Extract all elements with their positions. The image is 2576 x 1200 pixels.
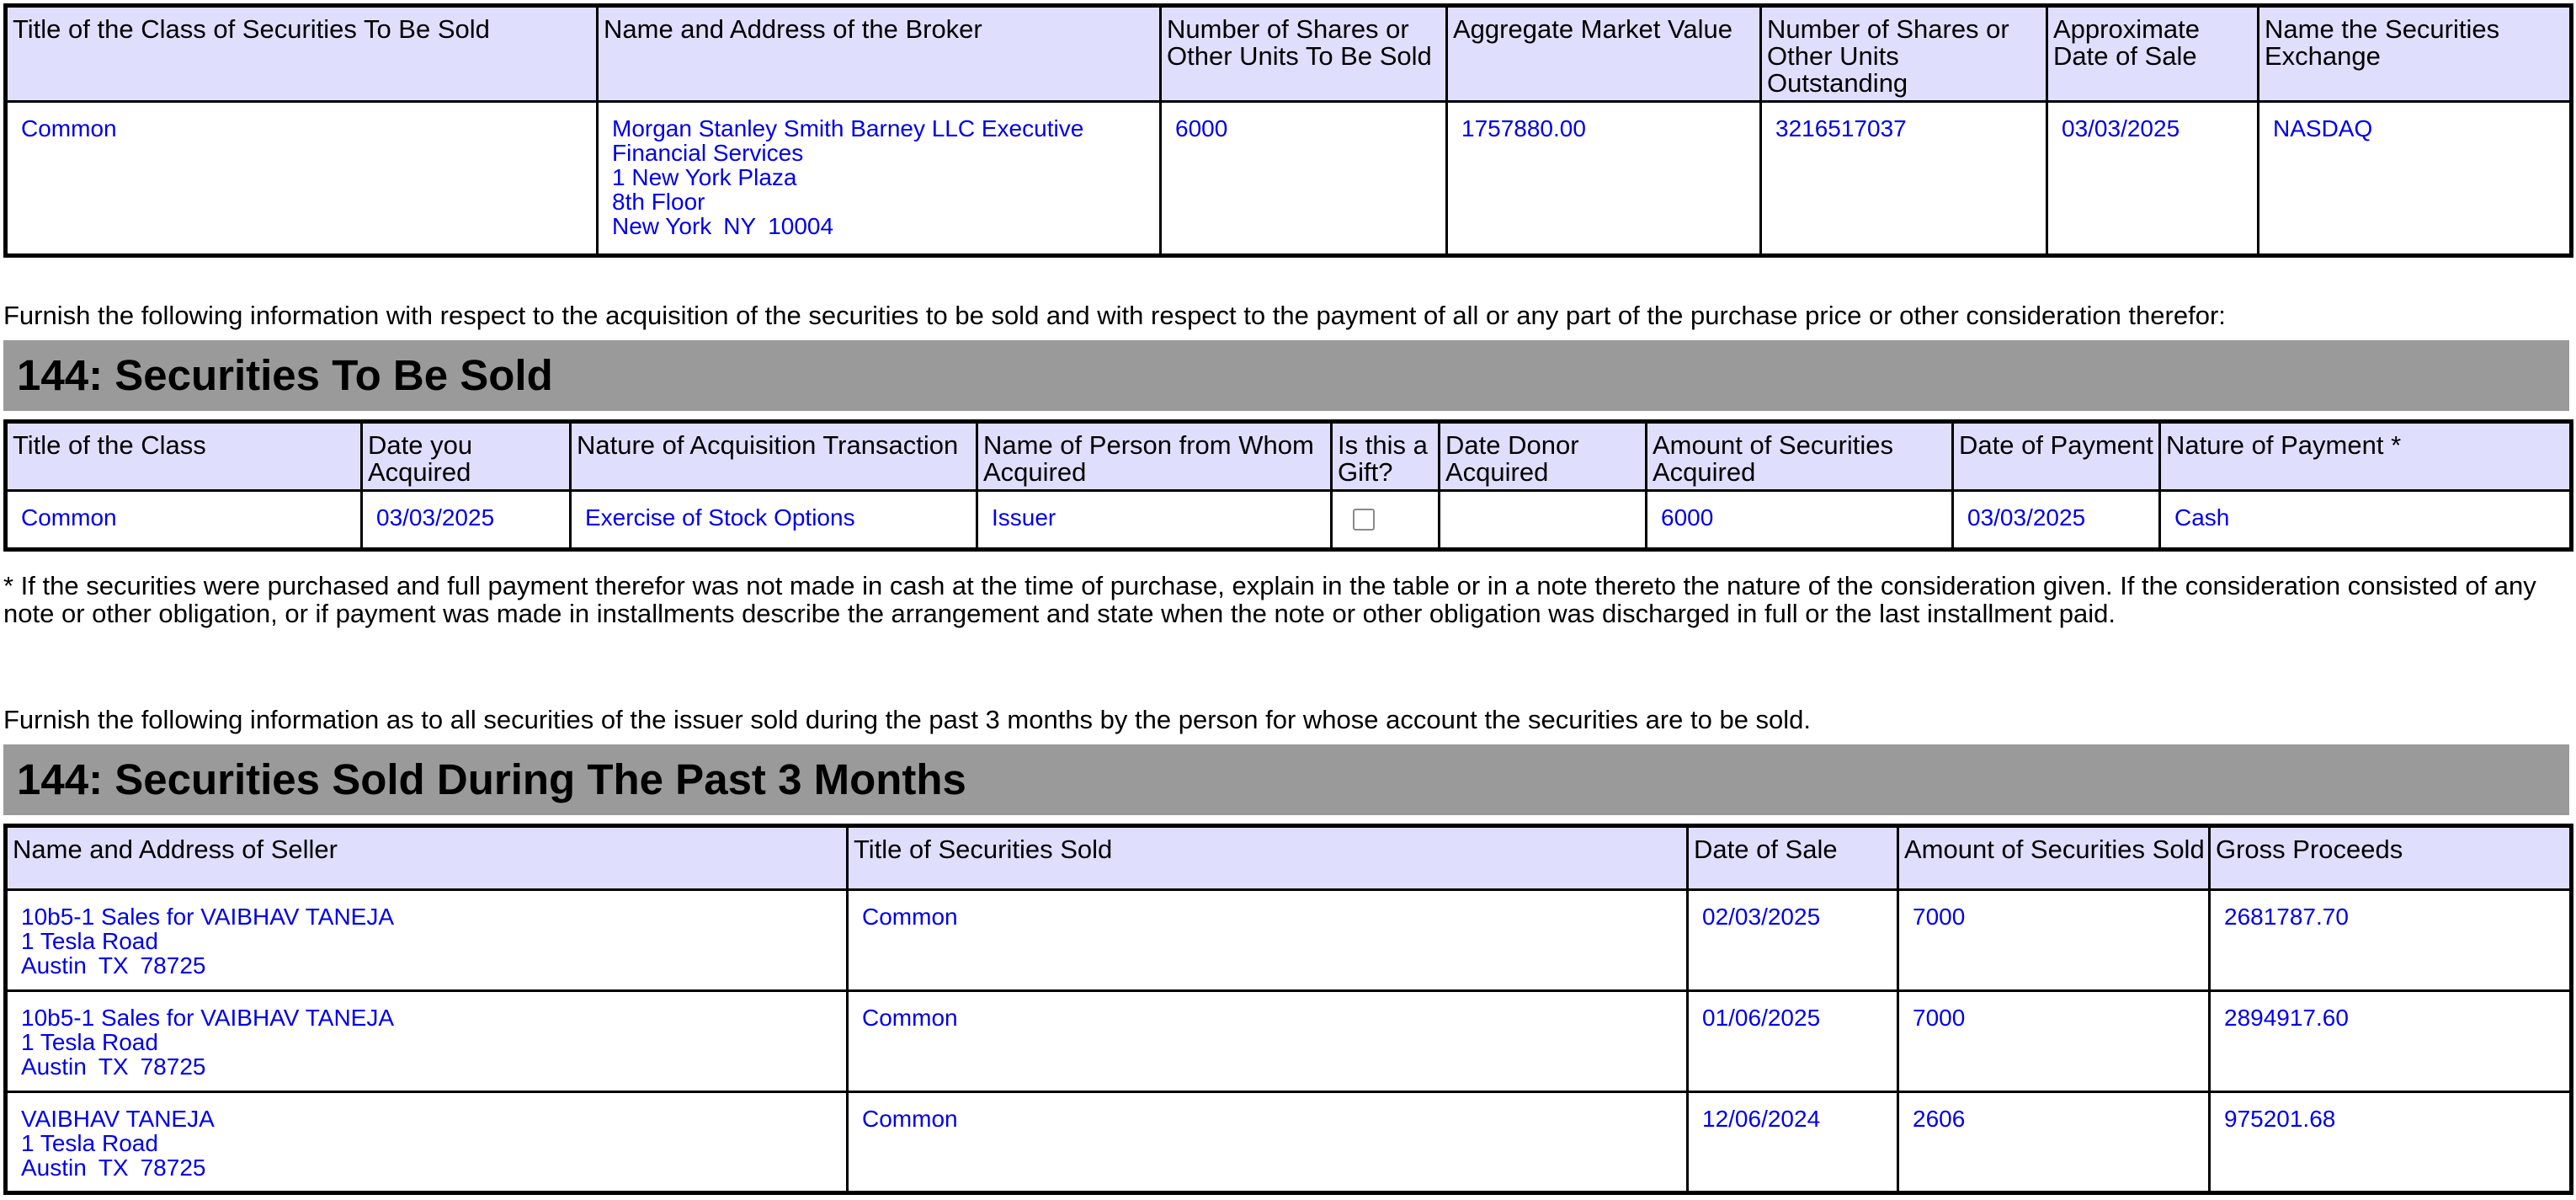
sale-date-cell: 01/06/2025: [1688, 991, 1898, 1092]
shares-to-be-sold-cell: 6000: [1161, 102, 1447, 256]
column-header: Approximate Date of Sale: [2047, 6, 2259, 102]
column-header: Gross Proceeds: [2210, 826, 2572, 890]
column-header: Nature of Acquisition Transaction: [571, 422, 977, 491]
gift-checkbox[interactable]: [1353, 509, 1375, 531]
seller-city-line: [21, 1155, 836, 1180]
column-header: Aggregate Market Value: [1447, 6, 1761, 102]
amount-sold-cell: 7000: [1898, 991, 2210, 1092]
payment-date-cell: 03/03/2025: [1953, 491, 2160, 550]
table-row: [6, 890, 2572, 991]
column-header: Nature of Payment *: [2160, 422, 2572, 491]
sale-date-cell: 02/03/2025: [1688, 890, 1898, 991]
seller-name: 10b5-1 Sales for VAIBHAV TANEJA: [21, 1005, 395, 1031]
column-header: Name of Person from Whom Acquired: [977, 422, 1332, 491]
sale-date-cell: 03/03/2025: [2047, 102, 2259, 256]
shares-outstanding-cell: 3216517037: [1761, 102, 2047, 256]
seller-cell: [6, 890, 848, 991]
gross-proceeds-cell: 2894917.60: [2210, 991, 2572, 1092]
seller-zip: 78725: [140, 1053, 206, 1080]
column-header: Name and Address of Seller: [6, 826, 848, 890]
broker-city-line: [612, 214, 1149, 238]
section-heading-past-3-months: 144: Securities Sold During The Past 3 Months: [3, 744, 2569, 815]
class-title-cell: Common: [6, 491, 362, 550]
acquisition-table: [3, 419, 2573, 552]
seller-name: VAIBHAV TANEJA: [21, 1106, 215, 1132]
seller-city-line: [21, 953, 836, 978]
acquisition-nature-cell: Exercise of Stock Options: [571, 491, 977, 550]
broker-zip: 10004: [768, 213, 834, 239]
gross-proceeds-cell: 975201.68: [2210, 1092, 2572, 1193]
column-header: Date of Sale: [1688, 826, 1898, 890]
acquisition-header-row: [6, 422, 2572, 491]
column-header: Name and Address of the Broker: [598, 6, 1161, 102]
seller-state: TX: [98, 1155, 129, 1181]
column-header: Is this a Gift?: [1332, 422, 1440, 491]
column-header: Date of Payment: [1953, 422, 2160, 491]
table-row: [6, 991, 2572, 1092]
broker-suite: 8th Floor: [612, 189, 705, 215]
column-header: Name the Securities Exchange: [2259, 6, 2572, 102]
seller-city: Austin: [21, 1053, 87, 1080]
broker-name: Morgan Stanley Smith Barney LLC Executive Financial Services: [612, 115, 1084, 166]
amount-sold-cell: 7000: [1898, 890, 2210, 991]
seller-city-line: [21, 1054, 836, 1079]
date-acquired-cell: 03/03/2025: [362, 491, 571, 550]
sale-date-cell: 12/06/2024: [1688, 1092, 1898, 1193]
column-header: Title of Securities Sold: [848, 826, 1688, 890]
column-header: Amount of Securities Acquired: [1647, 422, 1953, 491]
intended-sale-table: [3, 3, 2573, 258]
donor-date-cell: [1440, 491, 1647, 550]
past-sales-instructions: Furnish the following information as to all securities of the issuer sold during the past 3 months by the person for whose account the securities are to be sold.: [3, 705, 1812, 734]
amount-sold-cell: 2606: [1898, 1092, 2210, 1193]
table-row: [6, 491, 2572, 550]
column-header: Date you Acquired: [362, 422, 571, 491]
seller-city: Austin: [21, 952, 87, 979]
seller-zip: 78725: [140, 952, 206, 979]
broker-street: 1 New York Plaza: [612, 164, 797, 190]
seller-state: TX: [98, 1053, 129, 1080]
payment-footnote: * If the securities were purchased and full payment therefor was not made in cash at the time of purchase, explain in the table or in a note thereto the nature of the consideration given. If the consideration consisted of any note or other obligation, or if payment was made in installments describe the arrangement and state when the note or other obligation was discharged in full or the last installment paid.: [3, 571, 2536, 628]
securities-title-cell: Common: [848, 991, 1688, 1092]
intended-sale-header-row: [6, 6, 2572, 102]
table-row: [6, 1092, 2572, 1193]
amount-acquired-cell: 6000: [1647, 491, 1953, 550]
broker-address-cell: [598, 102, 1161, 256]
gross-proceeds-cell: 2681787.70: [2210, 890, 2572, 991]
seller-city: Austin: [21, 1155, 87, 1181]
column-header: Amount of Securities Sold: [1898, 826, 2210, 890]
column-header: Date Donor Acquired: [1440, 422, 1647, 491]
seller-street: 1 Tesla Road: [21, 1130, 158, 1156]
seller-cell: [6, 1092, 848, 1193]
payment-nature-cell: Cash: [2160, 491, 2572, 550]
past-sales-header-row: [6, 826, 2572, 890]
seller-cell: [6, 991, 848, 1092]
column-header: Title of the Class of Securities To Be Sold: [6, 6, 598, 102]
column-header: Title of the Class: [6, 422, 362, 491]
securities-title-cell: Common: [848, 1092, 1688, 1193]
exchange-cell: NASDAQ: [2259, 102, 2572, 256]
broker-state: NY: [723, 213, 757, 239]
securities-title-cell: Common: [848, 890, 1688, 991]
market-value-cell: 1757880.00: [1447, 102, 1761, 256]
table-row: [6, 102, 2572, 256]
broker-city: New York: [612, 213, 712, 239]
seller-street: 1 Tesla Road: [21, 928, 158, 954]
class-title-cell: Common: [6, 102, 598, 256]
seller-name: 10b5-1 Sales for VAIBHAV TANEJA: [21, 904, 395, 930]
acquired-from-cell: Issuer: [977, 491, 1332, 550]
section-heading-to-be-sold: 144: Securities To Be Sold: [3, 340, 2569, 411]
acquisition-instructions: Furnish the following information with respect to the acquisition of the securities to be sold and with respect to the payment of all or any part of the purchase price or other consideration therefor:: [3, 301, 2226, 330]
column-header: Number of Shares or Other Units To Be Sold: [1161, 6, 1447, 102]
seller-street: 1 Tesla Road: [21, 1029, 158, 1055]
past-sales-table: [3, 824, 2573, 1195]
column-header: Number of Shares or Other Units Outstanding: [1761, 6, 2047, 102]
gift-cell: [1332, 491, 1440, 550]
seller-state: TX: [98, 952, 129, 979]
seller-zip: 78725: [140, 1155, 206, 1181]
